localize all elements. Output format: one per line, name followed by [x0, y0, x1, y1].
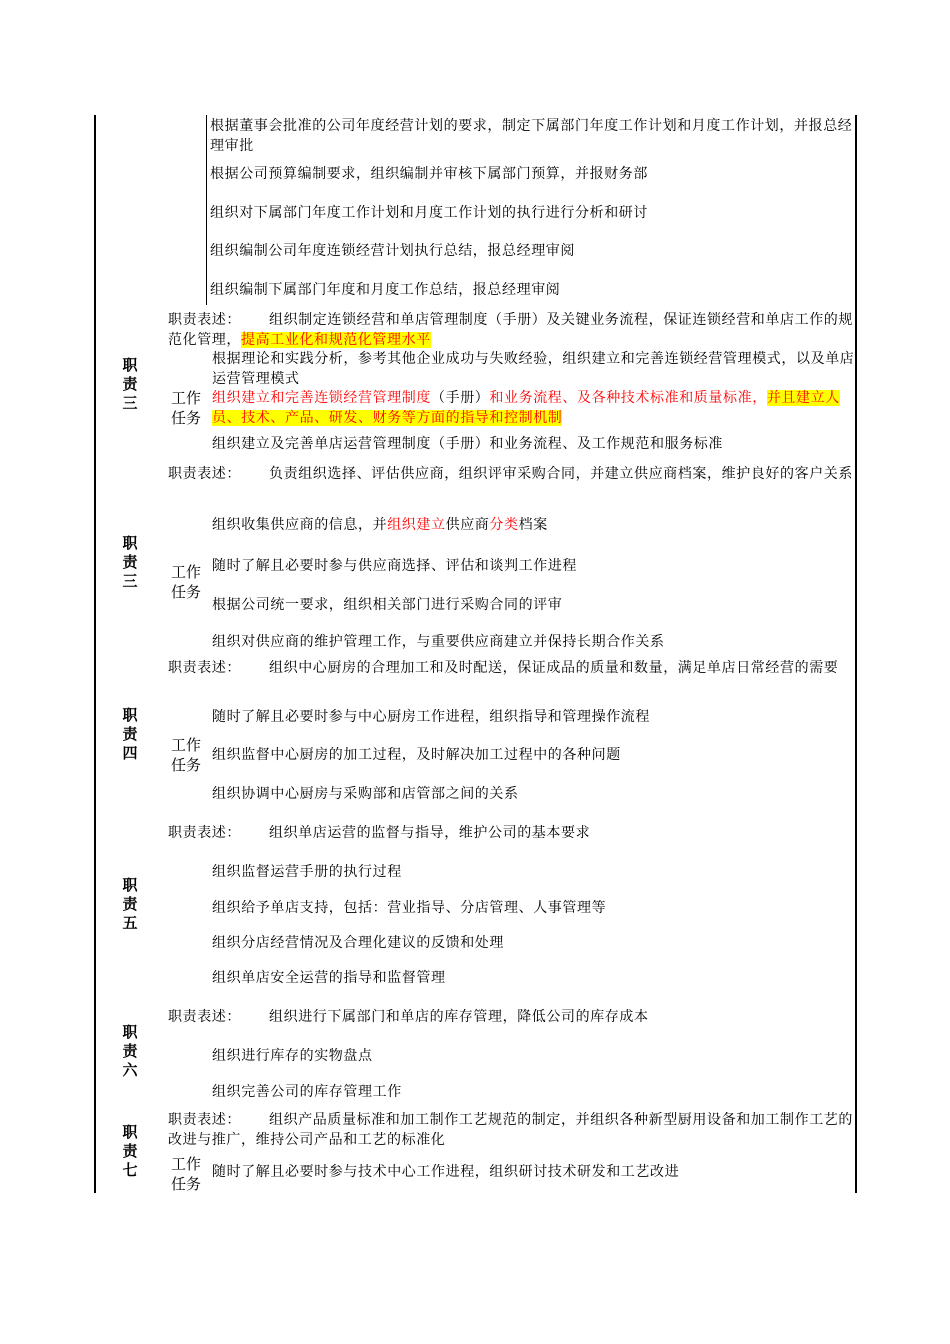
top-section-inner-border: [206, 115, 207, 305]
duty6-task-1: 组织进行库存的实物盘点: [212, 1048, 373, 1064]
task-label: 任务: [171, 1175, 202, 1193]
duty3b-task-1-a: 组织收集供应商的信息，并: [212, 517, 388, 533]
duty3a-statement-highlight: 提高工业化和规范化管理水平: [241, 332, 431, 348]
duty4-statement: [168, 658, 856, 678]
duty-title-3b: 职 责 三: [122, 534, 138, 590]
duty3b-task-1-b: 供应商: [445, 517, 490, 533]
duty3b-task-1-c: 档案: [518, 517, 548, 533]
duty5-statement: [168, 823, 590, 843]
duty3b-task-1-red1: 组织建立: [387, 517, 446, 533]
duty3b-task-2: 随时了解且必要时参与供应商选择、评估和谈判工作进程: [212, 558, 577, 574]
duty-title-7: 职 责 七: [122, 1123, 138, 1179]
top-task-2: 根据公司预算编制要求，组织编制并审核下属部门预算，并报财务部: [210, 166, 648, 182]
duty3b-task-1: [212, 515, 548, 535]
duty4-task-2: 组织监督中心厨房的加工过程，及时解决加工过程中的各种问题: [212, 747, 621, 763]
duty6-statement-text: 组织进行下属部门和单店的库存管理，降低公司的库存成本: [269, 1009, 649, 1025]
duty3a-task-2-red1: 组织建立和完善连锁经营管理制度: [212, 390, 431, 406]
duty4-task-3: 组织协调中心厨房与采购部和店管部之间的关系: [212, 786, 519, 802]
duty4-statement-text: 组织中心厨房的合理加工和及时配送，保证成品的质量和数量，满足单店日常经营的需要: [269, 660, 839, 676]
table-right-border: [855, 115, 857, 1193]
duty3a-task-2-black: （手册）: [431, 390, 490, 406]
statement-label: 职责表述：: [168, 825, 241, 841]
work-label: 工作: [171, 389, 202, 407]
duty7-statement: [168, 1110, 856, 1150]
duty5-statement-text: 组织单店运营的监督与指导，维护公司的基本要求: [269, 825, 591, 841]
work-label: 工作: [171, 1155, 202, 1173]
duty3a-task-3: 组织建立及完善单店运营管理制度（手册）和业务流程、及工作规范和服务标准: [212, 436, 723, 452]
top-task-4: 组织编制公司年度连锁经营计划执行总结，报总经理审阅: [210, 243, 575, 259]
duty3a-task-1: 根据理论和实践分析，参考其他企业成功与失败经验，组织建立和完善连锁经营管理模式，以及单店运营管理模式: [212, 351, 855, 387]
statement-label: 职责表述：: [168, 1112, 241, 1128]
work-task-label-4: [171, 735, 205, 775]
top-task-3: 组织对下属部门年度工作计划和月度工作计划的执行进行分析和研讨: [210, 205, 648, 221]
duty3a-statement-text: 组织制定连锁经营和单店管理制度（手册）及关键业务流程，保证连锁经营和单店工作的规范化管理，: [168, 312, 853, 348]
work-label: 工作: [171, 736, 202, 754]
statement-label: 职责表述：: [168, 1009, 241, 1025]
duty3b-statement-text: 负责组织选择、评估供应商，组织评审采购合同，并建立供应商档案，维护良好的客户关系: [269, 466, 853, 482]
duty3a-statement: [168, 310, 856, 350]
duty3b-statement: [168, 464, 856, 484]
duty-title-5: 职 责 五: [122, 876, 138, 932]
duty3b-task-4: 组织对供应商的维护管理工作，与重要供应商建立并保持长期合作关系: [212, 634, 665, 650]
table-left-border: [94, 115, 96, 1193]
duty5-task-4: 组织单店安全运营的指导和监督管理: [212, 970, 446, 986]
task-label: 任务: [171, 756, 202, 774]
duty7-statement-text: 组织产品质量标准和加工制作工艺规范的制定，并组织各种新型厨用设备和加工制作工艺的改进与推广，维持公司产品和工艺的标准化: [168, 1112, 853, 1148]
duty3b-task-1-red2: 分类: [489, 517, 519, 533]
duty6-statement: [168, 1007, 649, 1027]
duty3b-task-3: 根据公司统一要求，组织相关部门进行采购合同的评审: [212, 597, 563, 613]
duty5-task-2: 组织给予单店支持，包括：营业指导、分店管理、人事管理等: [212, 900, 607, 916]
duty7-task-1: 随时了解且必要时参与技术中心工作进程，组织研讨技术研发和工艺改进: [212, 1164, 680, 1180]
duty3a-task-2-highlight: 并且建立人员、技术、产品、研发、财务等方面的指导和控制机制: [212, 390, 840, 426]
top-task-5: 组织编制下属部门年度和月度工作总结，报总经理审阅: [210, 282, 561, 298]
work-task-label-3a: [171, 388, 205, 428]
duty5-task-3: 组织分店经营情况及合理化建议的反馈和处理: [212, 935, 504, 951]
task-label: 任务: [171, 409, 202, 427]
statement-label: 职责表述：: [168, 466, 241, 482]
top-task-1: 根据董事会批准的公司年度经营计划的要求，制定下属部门年度工作计划和月度工作计划，并报总经理审批: [210, 118, 853, 154]
statement-label: 职责表述：: [168, 312, 241, 328]
work-label: 工作: [171, 563, 202, 581]
duty-title-4: 职 责 四: [122, 706, 138, 762]
duty6-task-2: 组织完善公司的库存管理工作: [212, 1084, 402, 1100]
work-task-label-3b: [171, 562, 205, 602]
duty5-task-1: 组织监督运营手册的执行过程: [212, 864, 402, 880]
duty-title-3a: 职 责 三: [122, 356, 138, 412]
duty4-task-1: 随时了解且必要时参与中心厨房工作进程，组织指导和管理操作流程: [212, 709, 650, 725]
statement-label: 职责表述：: [168, 660, 241, 676]
duty3a-task-2: [212, 388, 856, 428]
duty-title-6: 职 责 六: [122, 1023, 138, 1079]
work-task-label-7: [171, 1154, 205, 1194]
duty3a-task-2-red2: 和业务流程、及各种技术标准和质量标准，: [489, 390, 767, 406]
task-label: 任务: [171, 583, 202, 601]
